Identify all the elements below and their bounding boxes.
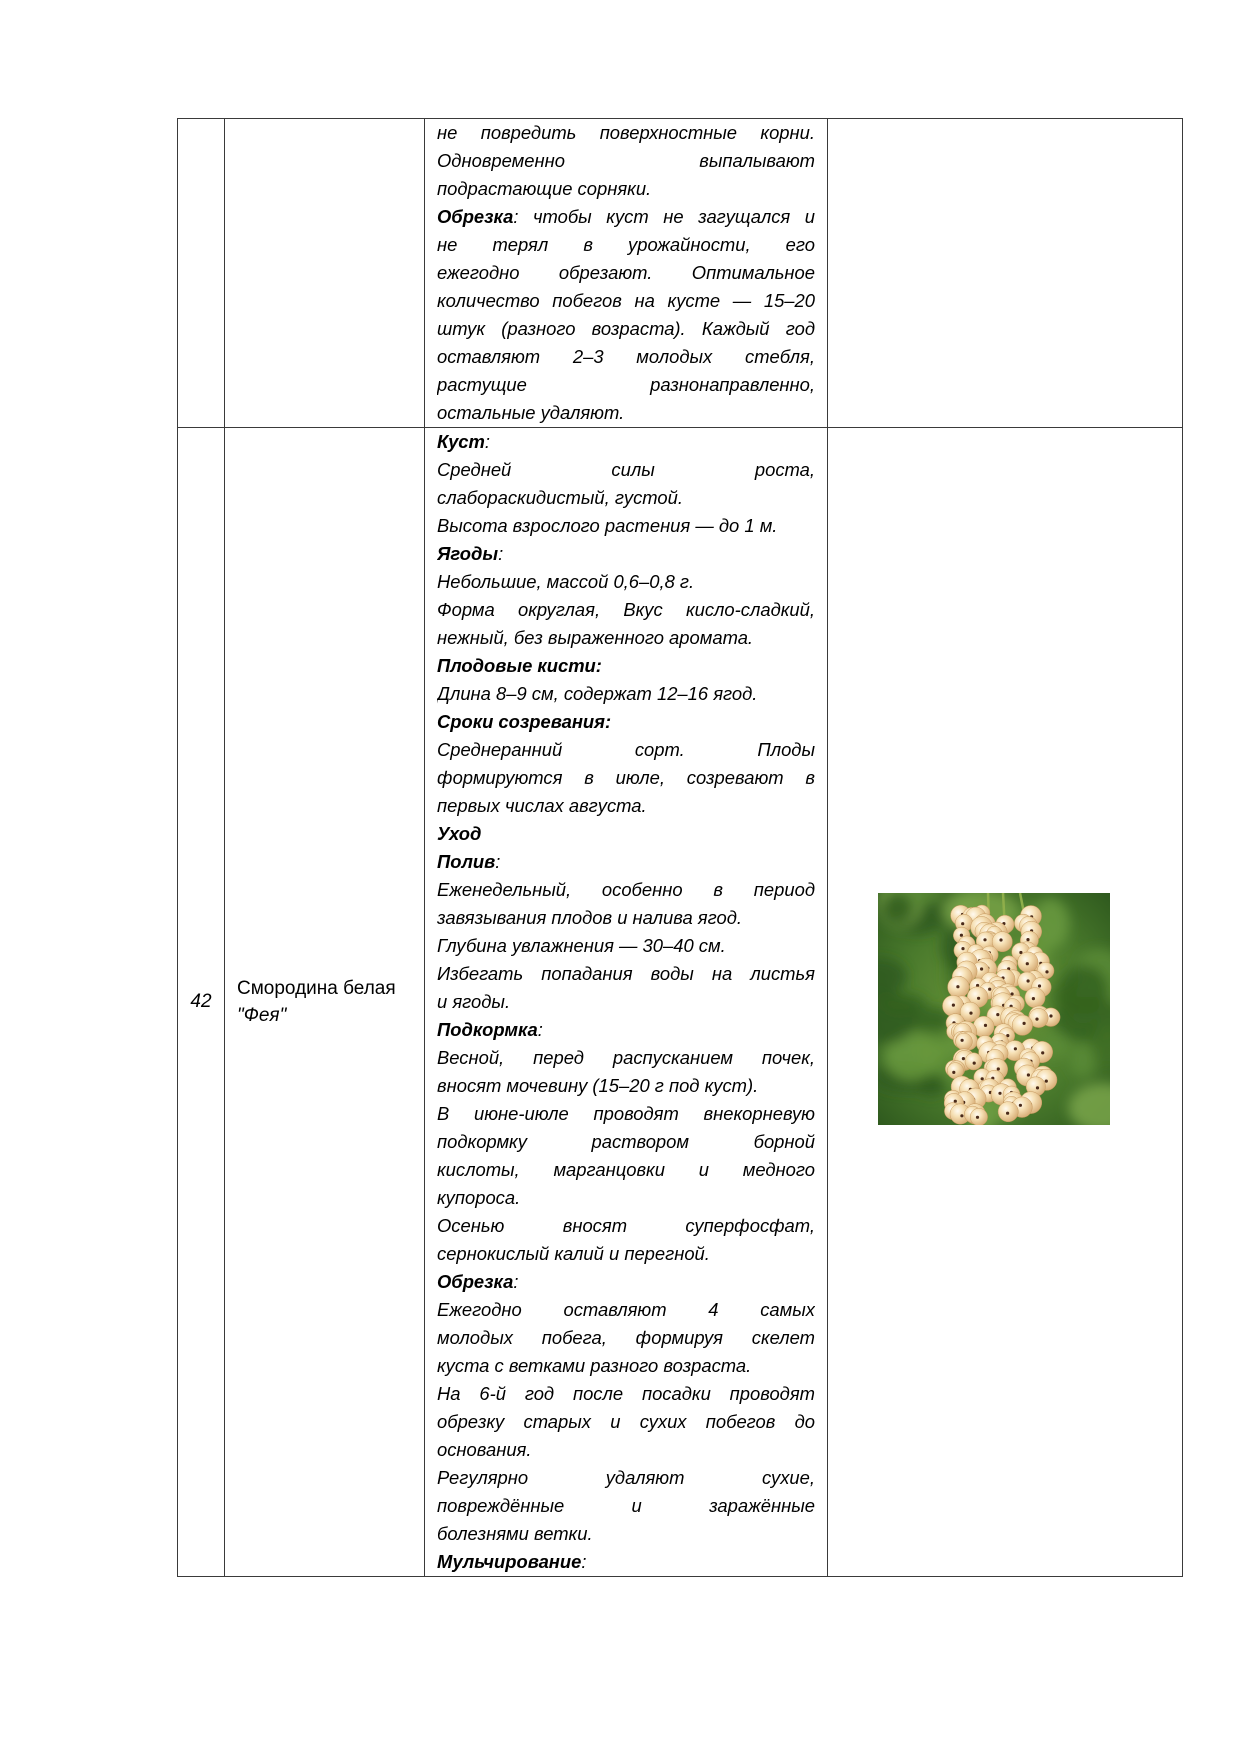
description xyxy=(425,119,827,427)
berry xyxy=(970,1108,987,1125)
table-row xyxy=(178,428,1183,1577)
berry xyxy=(1018,952,1038,972)
description-line xyxy=(437,1072,815,1100)
line-text: Избегать попадания воды на листья xyxy=(437,963,815,984)
plant-name: Смородина белая xyxy=(237,978,396,999)
description-line xyxy=(437,175,815,203)
section-label: Уход xyxy=(437,823,482,844)
description-line xyxy=(437,371,815,399)
photo-cell xyxy=(828,428,1183,1577)
line-text: В июне-июле проводят внекорневую xyxy=(437,1103,815,1124)
number-cell xyxy=(178,119,225,428)
line-text: сернокислый калий и перегной. xyxy=(437,1243,710,1264)
description-line xyxy=(437,456,815,484)
description-line xyxy=(437,1492,815,1520)
berry xyxy=(948,976,970,998)
description-cell xyxy=(425,119,828,428)
berry xyxy=(1012,1015,1032,1035)
line-text: и ягоды. xyxy=(437,991,511,1012)
description-line xyxy=(437,484,815,512)
line-text: Среднеранний сорт. Плоды xyxy=(437,739,815,760)
description-line xyxy=(437,119,815,147)
line-text: повреждённые и заражённые xyxy=(437,1495,815,1516)
description-line xyxy=(437,792,815,820)
line-text: болезнями ветки. xyxy=(437,1523,593,1544)
description-line xyxy=(437,764,815,792)
description-line xyxy=(437,1240,815,1268)
description-line xyxy=(437,1464,815,1492)
description-line xyxy=(437,568,815,596)
description-line xyxy=(437,1100,815,1128)
leaf-blur xyxy=(881,994,927,1014)
line-text: Одновременно выпалывают xyxy=(437,150,815,171)
line-text: Глубина увлажнения — 30–40 см. xyxy=(437,935,726,956)
description-line xyxy=(437,1184,815,1212)
line-text: : xyxy=(495,851,501,872)
line-text: нежный, без выраженного аромата. xyxy=(437,627,754,648)
photo-cell xyxy=(828,119,1183,428)
description-line xyxy=(437,1296,815,1324)
line-text: формируются в июле, созревают в xyxy=(437,767,815,788)
description-line xyxy=(437,399,815,427)
description-line xyxy=(437,624,815,652)
line-text: : xyxy=(537,1019,543,1040)
description-line xyxy=(437,1324,815,1352)
leaf-blur xyxy=(880,893,914,925)
line-text: Весной, перед распусканием почек, xyxy=(437,1047,815,1068)
description-line xyxy=(437,1548,815,1576)
description-line xyxy=(437,988,815,1016)
line-text: ежегодно обрезают. Оптимальное xyxy=(437,262,815,283)
line-text: не терял в урожайности, его xyxy=(437,234,815,255)
description-line xyxy=(437,1212,815,1240)
section-label: Подкормка xyxy=(437,1019,538,1040)
line-text: : xyxy=(581,1551,587,1572)
berry xyxy=(956,1033,973,1050)
line-text: : xyxy=(484,431,490,452)
line-text: количество побегов на кусте — 15–20 xyxy=(437,290,815,311)
berry xyxy=(965,1053,982,1070)
line-text: Средней силы роста, xyxy=(437,459,815,480)
description-line xyxy=(437,540,815,568)
line-text: Длина 8–9 см, содержат 12–16 ягод. xyxy=(437,683,758,704)
description-line xyxy=(437,1520,815,1548)
description-line xyxy=(437,1436,815,1464)
name-cell xyxy=(225,428,425,1577)
line-text: подкормку раствором борной xyxy=(437,1131,815,1152)
line-text: Небольшие, массой 0,6–0,8 г. xyxy=(437,571,695,592)
description-line xyxy=(437,596,815,624)
line-text: растущие разнонаправленно, xyxy=(437,374,815,395)
description-line xyxy=(437,848,815,876)
description-line xyxy=(437,876,815,904)
line-text: вносят мочевину (15–20 г под куст). xyxy=(437,1075,759,1096)
description-line xyxy=(437,932,815,960)
line-text: Форма округлая, Вкус кисло-сладкий, xyxy=(437,599,815,620)
line-text: Ежегодно оставляют 4 самых xyxy=(437,1299,815,1320)
number-cell xyxy=(178,428,225,1577)
line-text: купороса. xyxy=(437,1187,521,1208)
description-line xyxy=(437,259,815,287)
description-line xyxy=(437,343,815,371)
line-text: первых числах августа. xyxy=(437,795,647,816)
description-line xyxy=(437,1268,815,1296)
description xyxy=(425,428,827,1576)
description-line xyxy=(437,1352,815,1380)
plant-table xyxy=(177,118,1183,1577)
section-label: Полив xyxy=(437,851,496,872)
line-text: Регулярно удаляют сухие, xyxy=(437,1467,815,1488)
section-label: Мульчирование xyxy=(437,1551,582,1572)
description-line xyxy=(437,428,815,456)
description-line xyxy=(437,680,815,708)
plant-variety: "Фея" xyxy=(237,1005,287,1026)
section-label: Обрезка xyxy=(437,206,514,227)
line-text: Высота взрослого растения — до 1 м. xyxy=(437,515,778,536)
line-text: Еженедельный, особенно в период xyxy=(437,879,815,900)
line-text: штук (разного возраста). Каждый год xyxy=(437,318,815,339)
section-label: Обрезка xyxy=(437,1271,514,1292)
description-line xyxy=(437,1408,815,1436)
line-text: : чтобы куст не загущался и xyxy=(513,206,815,227)
section-label: Куст xyxy=(437,431,485,452)
description-line xyxy=(437,203,815,231)
name-cell xyxy=(225,119,425,428)
description-line xyxy=(437,708,815,736)
description-line xyxy=(437,960,815,988)
description-line xyxy=(437,904,815,932)
line-text: кислоты, марганцовки и медного xyxy=(437,1159,815,1180)
section-label: Сроки созревания: xyxy=(437,711,612,732)
line-text: оставляют 2–3 молодых стебля, xyxy=(437,346,815,367)
section-label: Плодовые кисти: xyxy=(437,655,602,676)
description-line xyxy=(437,231,815,259)
section-label: Ягоды xyxy=(437,543,499,564)
line-text: молодых побега, формируя скелет xyxy=(437,1327,815,1348)
description-line xyxy=(437,652,815,680)
description-line xyxy=(437,820,815,848)
description-line xyxy=(437,736,815,764)
line-text: подрастающие сорняки. xyxy=(437,178,652,199)
description-line xyxy=(437,1128,815,1156)
berry xyxy=(1025,988,1045,1008)
line-text: Осенью вносят суперфосфат, xyxy=(437,1215,815,1236)
description-line xyxy=(437,1016,815,1044)
description-line xyxy=(437,512,815,540)
line-text: слабораскидистый, густой. xyxy=(437,487,683,508)
white-currant-photo-icon xyxy=(878,893,1110,1125)
row-number: 42 xyxy=(190,991,212,1012)
berry xyxy=(998,1102,1018,1122)
line-text: не повредить поверхностные корни. xyxy=(437,122,815,143)
description-line xyxy=(437,1044,815,1072)
description-cell xyxy=(425,428,828,1577)
line-text: обрезку старых и сухих побегов до xyxy=(437,1411,815,1432)
description-line xyxy=(437,1380,815,1408)
description-line xyxy=(437,147,815,175)
plant-name-block xyxy=(225,975,424,1029)
description-line xyxy=(437,315,815,343)
line-text: основания. xyxy=(437,1439,532,1460)
line-text: : xyxy=(513,1271,519,1292)
line-text: остальные удаляют. xyxy=(437,402,625,423)
table-row xyxy=(178,119,1183,428)
line-text: куста с ветками разного возраста. xyxy=(437,1355,752,1376)
line-text: завязывания плодов и налива ягод. xyxy=(437,907,742,928)
description-line xyxy=(437,1156,815,1184)
line-text: : xyxy=(498,543,504,564)
line-text: На 6-й год после посадки проводят xyxy=(437,1383,815,1404)
description-line xyxy=(437,287,815,315)
